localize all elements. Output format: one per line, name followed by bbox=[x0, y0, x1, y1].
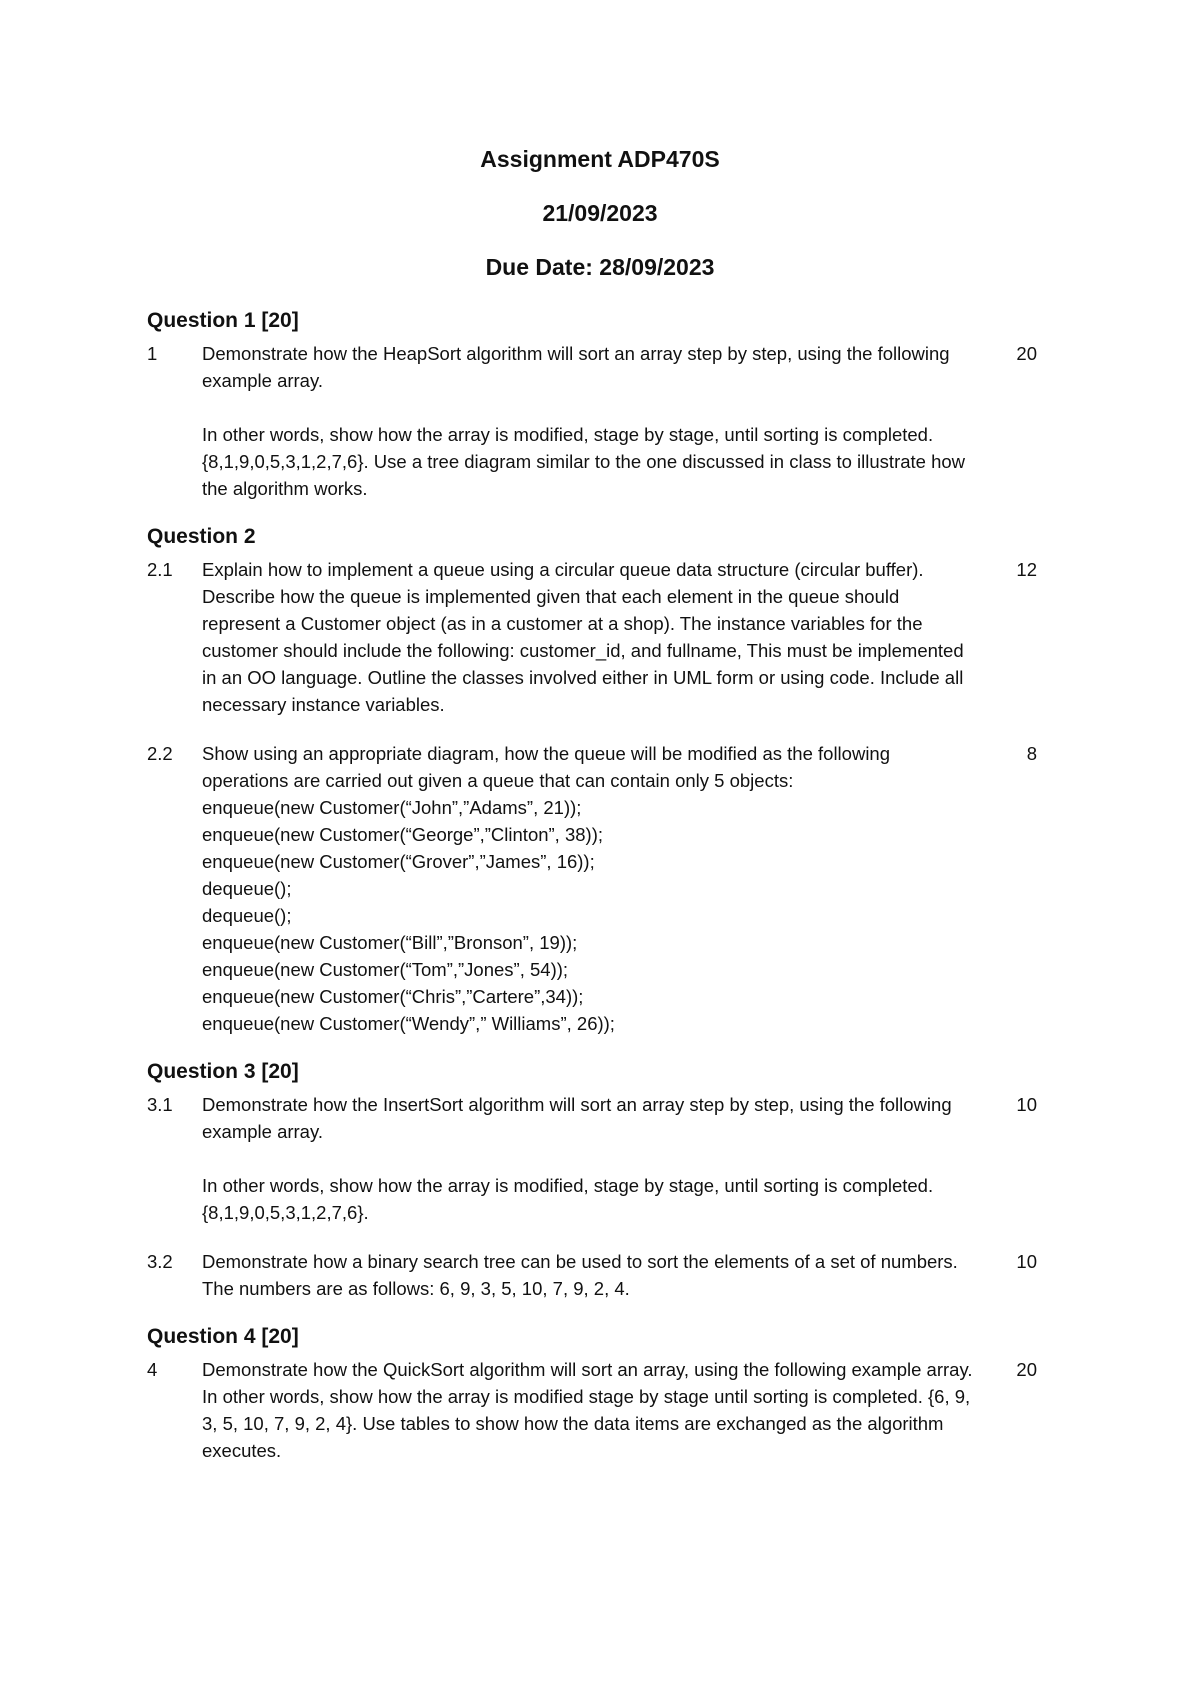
item-marks: 10 bbox=[1016, 1251, 1037, 1272]
question-2-heading: Question 2 bbox=[147, 525, 256, 548]
item-marks: 8 bbox=[1026, 743, 1037, 764]
question-4-heading: Question 4 [20] bbox=[147, 1325, 299, 1348]
issue-date: 21/09/2023 bbox=[542, 200, 658, 226]
question-item-1 bbox=[147, 340, 1037, 502]
item-number: 3.1 bbox=[147, 1094, 173, 1115]
title-block bbox=[0, 145, 1200, 281]
question-item-2-2 bbox=[147, 740, 1037, 1037]
queue-operation: enqueue(new Customer(“Wendy”,” Williams”, 26)); bbox=[202, 1013, 615, 1034]
item-number: 4 bbox=[147, 1359, 158, 1380]
question-item-4 bbox=[147, 1356, 1037, 1464]
item-body bbox=[202, 556, 977, 718]
document-title: Assignment ADP470S bbox=[480, 146, 720, 172]
item-paragraph: In other words, show how the array is modified, stage by stage, until sorting is completed. {8,1,9,0,5,3,1,2,7,6}. Use a tree diagram similar to the one discussed in class to illustrate how the algorithm works. bbox=[202, 424, 966, 499]
item-paragraph: Demonstrate how the InsertSort algorithm will sort an array step by step, using the following example array. bbox=[202, 1094, 952, 1142]
queue-operation: enqueue(new Customer(“Grover”,”James”, 16)); bbox=[202, 851, 595, 872]
item-number: 2.2 bbox=[147, 743, 173, 764]
queue-operation: enqueue(new Customer(“John”,”Adams”, 21)); bbox=[202, 797, 582, 818]
queue-operation: enqueue(new Customer(“Tom”,”Jones”, 54)); bbox=[202, 959, 569, 980]
item-body bbox=[202, 740, 977, 1037]
item-number: 1 bbox=[147, 343, 158, 364]
item-paragraph: Show using an appropriate diagram, how the queue will be modified as the following operations are carried out given a queue that can contain only 5 objects: bbox=[202, 743, 891, 791]
due-date: Due Date: 28/09/2023 bbox=[485, 254, 715, 280]
item-marks: 12 bbox=[1016, 559, 1037, 580]
queue-operation: enqueue(new Customer(“Bill”,”Bronson”, 19)); bbox=[202, 932, 578, 953]
question-3-heading: Question 3 [20] bbox=[147, 1060, 299, 1083]
item-marks: 10 bbox=[1016, 1094, 1037, 1115]
item-paragraph: Demonstrate how the QuickSort algorithm will sort an array, using the following example array. In other words, show how the array is modified stage by stage until sorting is completed. {6, 9, 3, 5, 10, 7, 9, 2, 4}. Use tables to show how the data items are exchanged as the algorithm executes. bbox=[202, 1359, 973, 1461]
item-paragraph: Demonstrate how a binary search tree can be used to sort the elements of a set of numbers. The numbers are as follows: 6, 9, 3, 5, 10, 7, 9, 2, 4. bbox=[202, 1251, 958, 1299]
queue-operation: dequeue(); bbox=[202, 905, 292, 926]
item-body bbox=[202, 1356, 977, 1464]
item-marks: 20 bbox=[1016, 1359, 1037, 1380]
question-item-3-2 bbox=[147, 1248, 1037, 1302]
item-body bbox=[202, 1091, 977, 1226]
question-item-2-1 bbox=[147, 556, 1037, 718]
item-number: 3.2 bbox=[147, 1251, 173, 1272]
question-1-heading: Question 1 [20] bbox=[147, 309, 299, 332]
item-paragraph: Demonstrate how the HeapSort algorithm will sort an array step by step, using the following example array. bbox=[202, 343, 950, 391]
questions-content bbox=[147, 308, 1037, 1464]
queue-operation: enqueue(new Customer(“Chris”,”Cartere”,34)); bbox=[202, 986, 584, 1007]
queue-operation: enqueue(new Customer(“George”,”Clinton”, 38)); bbox=[202, 824, 604, 845]
item-paragraph: Explain how to implement a queue using a circular queue data structure (circular buffer). Describe how the queue is implemented given that each element in the queue should represent a Customer object (as in a customer at a shop). The instance variables for the customer should include the following: customer_id, and fullname, This must be implemented in an OO language. Outline the classes involved either in UML form or using code. Include all necessary instance variables. bbox=[202, 559, 964, 715]
queue-operation: dequeue(); bbox=[202, 878, 292, 899]
item-number: 2.1 bbox=[147, 559, 173, 580]
item-body bbox=[202, 1248, 977, 1302]
item-body bbox=[202, 340, 977, 502]
item-marks: 20 bbox=[1016, 343, 1037, 364]
question-item-3-1 bbox=[147, 1091, 1037, 1226]
item-paragraph: In other words, show how the array is modified, stage by stage, until sorting is completed. {8,1,9,0,5,3,1,2,7,6}. bbox=[202, 1175, 934, 1223]
